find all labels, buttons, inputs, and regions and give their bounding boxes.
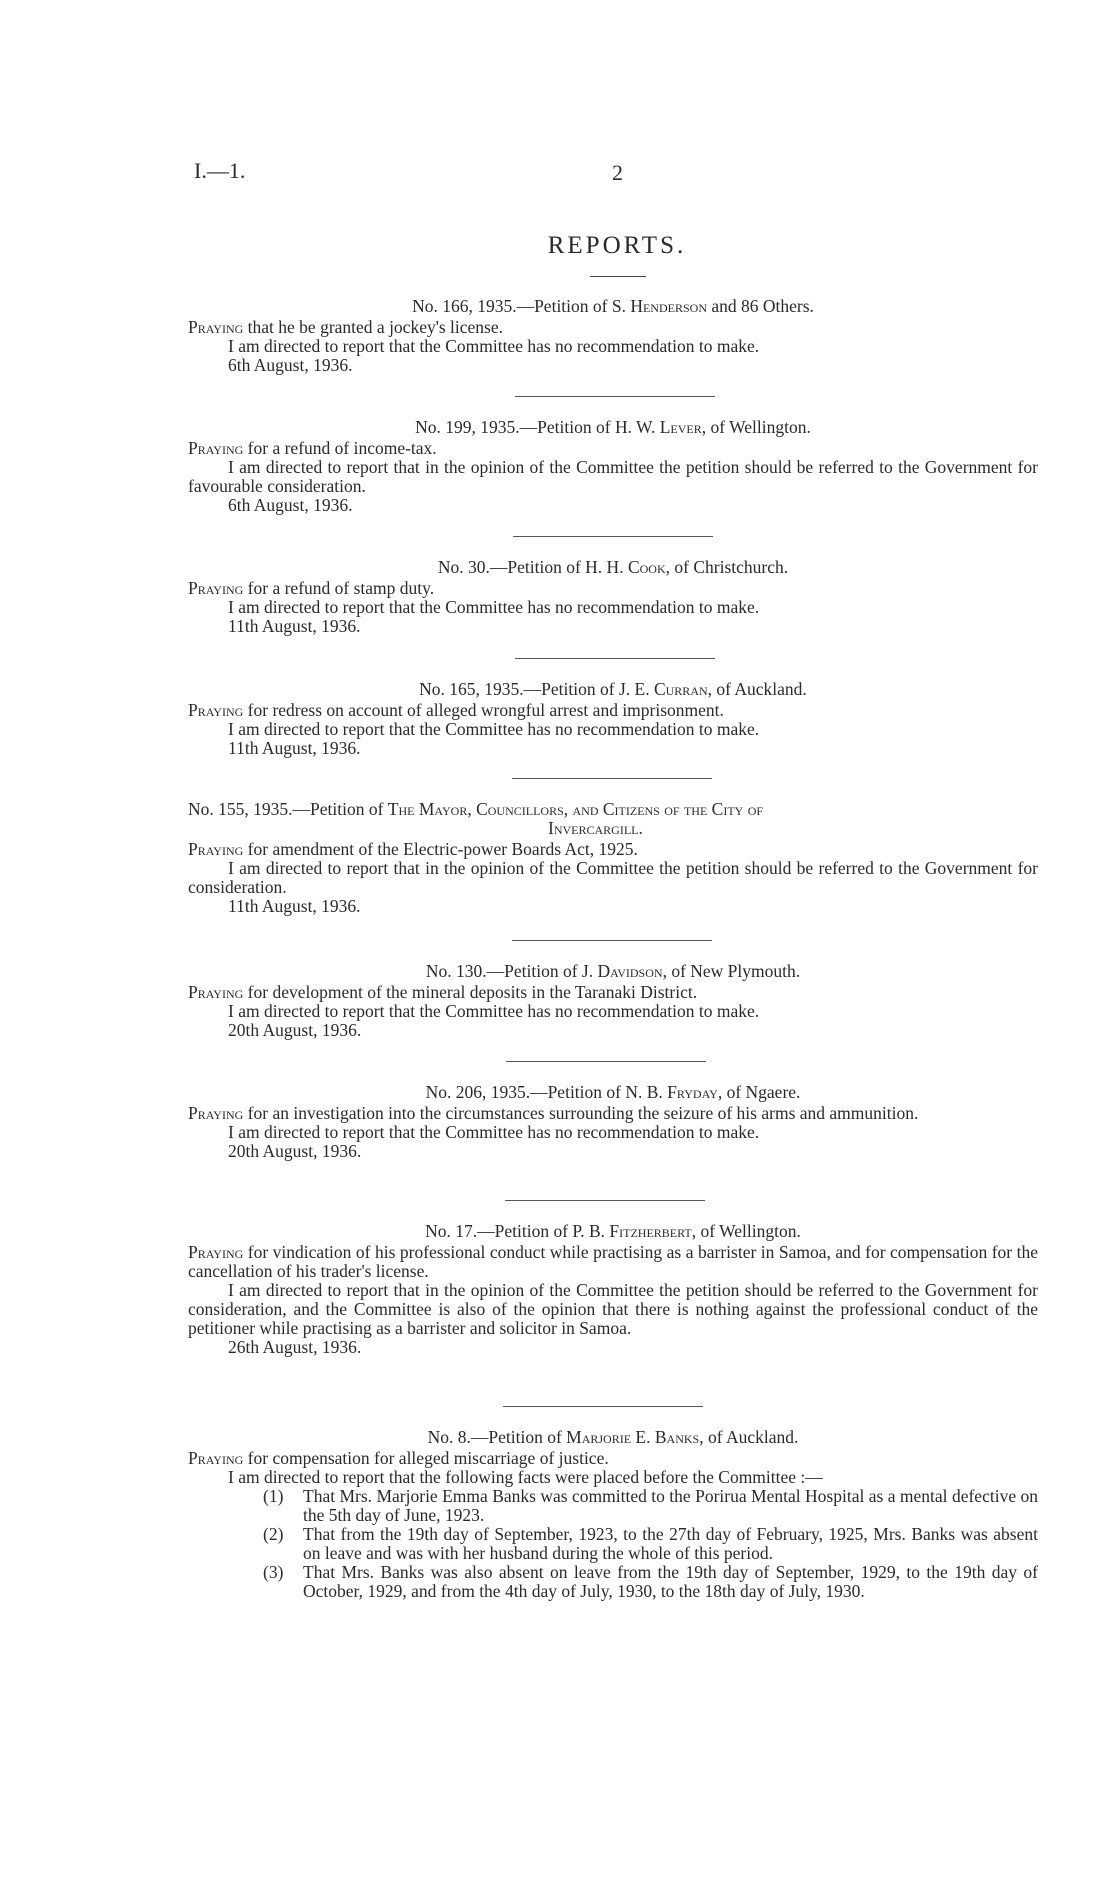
petition-report: I am directed to report that in the opinion of the Committee the petition should be referred to the Government for favourable consideration. bbox=[188, 457, 1038, 496]
petition-heading: No. 30.—Petition of H. H. Cook, of Christchurch. bbox=[437, 557, 789, 577]
petition-heading: No. 130.—Petition of J. Davidson, of New Plymouth. bbox=[425, 961, 801, 981]
title-rule bbox=[590, 276, 646, 277]
petition-155 bbox=[188, 800, 1038, 916]
petition-17 bbox=[188, 1222, 1038, 1357]
petition-date: 11th August, 1936. bbox=[228, 738, 361, 758]
petition-date: 6th August, 1936. bbox=[228, 355, 353, 375]
petition-report: I am directed to report that the Committee has no recommendation to make. bbox=[228, 719, 760, 739]
petition-heading: No. 199, 1935.—Petition of H. W. Lever, of Wellington. bbox=[415, 417, 811, 437]
petition-166 bbox=[188, 297, 1038, 375]
fact-text: That Mrs. Banks was also absent on leave from the 19th day of September, 1929, to the 19th day of October, 1929, and from the 4th day of July, 1930, to the 18th day of July, 1930. bbox=[303, 1562, 1038, 1601]
petition-report: I am directed to report that in the opinion of the Committee the petition should be referred to the Government for consideration, and the Committee is also of the opinion that there is nothing against the professional conduct of the petitioner while practising as a barrister and solicitor in Samoa. bbox=[188, 1280, 1038, 1338]
petition-206 bbox=[188, 1083, 1038, 1161]
petition-date: 11th August, 1936. bbox=[228, 896, 361, 916]
divider-rule bbox=[515, 658, 715, 659]
petition-prayer: Praying for compensation for alleged miscarriage of justice. bbox=[188, 1448, 609, 1468]
petition-date: 6th August, 1936. bbox=[228, 495, 353, 515]
petition-30 bbox=[188, 558, 1038, 636]
petition-165 bbox=[188, 680, 1038, 758]
petition-prayer: Praying for a refund of income-tax. bbox=[188, 438, 437, 458]
divider-rule bbox=[513, 536, 713, 537]
facts-list bbox=[263, 1487, 1038, 1601]
fact-text: That from the 19th day of September, 1923, to the 27th day of February, 1925, Mrs. Banks was absent on leave and was with her husband during the whole of this period. bbox=[303, 1524, 1038, 1563]
petition-report: I am directed to report that the Committee has no recommendation to make. bbox=[228, 597, 760, 617]
petition-prayer: Praying for redress on account of alleged wrongful arrest and imprisonment. bbox=[188, 700, 724, 720]
petition-report: I am directed to report that the following facts were placed before the Committee :— bbox=[228, 1467, 823, 1487]
petition-heading: No. 206, 1935.—Petition of N. B. Fryday, of Ngaere. bbox=[425, 1082, 801, 1102]
petition-heading: No. 8.—Petition of Marjorie E. Banks, of Auckland. bbox=[427, 1427, 799, 1447]
petition-report: I am directed to report that the Committee has no recommendation to make. bbox=[228, 1122, 760, 1142]
petition-report: I am directed to report that the Committee has no recommendation to make. bbox=[228, 1001, 760, 1021]
petition-prayer: Praying for an investigation into the circumstances surrounding the seizure of his arms and ammunition. bbox=[188, 1103, 919, 1123]
fact-number: (2) bbox=[263, 1524, 284, 1544]
petition-prayer: Praying that he be granted a jockey's license. bbox=[188, 317, 504, 337]
document-reference: I.—1. bbox=[194, 158, 246, 183]
petition-date: 20th August, 1936. bbox=[228, 1020, 362, 1040]
divider-rule bbox=[505, 1200, 705, 1201]
petition-heading: No. 166, 1935.—Petition of S. Henderson and 86 Others. bbox=[412, 296, 814, 316]
petition-date: 20th August, 1936. bbox=[228, 1141, 362, 1161]
petition-date: 11th August, 1936. bbox=[228, 616, 361, 636]
petition-heading: No. 155, 1935.—Petition of The Mayor, Councillors, and Citizens of the City of Invercargill. bbox=[188, 799, 764, 838]
petition-date: 26th August, 1936. bbox=[228, 1337, 362, 1357]
divider-rule bbox=[506, 1061, 706, 1062]
petition-report: I am directed to report that in the opinion of the Committee the petition should be referred to the Government for consideration. bbox=[188, 858, 1038, 897]
petition-heading: No. 165, 1935.—Petition of J. E. Curran, of Auckland. bbox=[419, 679, 807, 699]
fact-text: That Mrs. Marjorie Emma Banks was committed to the Porirua Mental Hospital as a mental defective on the 5th day of June, 1923. bbox=[303, 1486, 1038, 1525]
petition-8 bbox=[188, 1428, 1038, 1601]
section-title: REPORTS. bbox=[547, 232, 687, 259]
fact-number: (3) bbox=[263, 1562, 284, 1582]
fact-item bbox=[263, 1487, 1038, 1525]
page-number: 2 bbox=[612, 160, 623, 185]
divider-rule bbox=[512, 940, 712, 941]
petition-prayer: Praying for development of the mineral deposits in the Taranaki District. bbox=[188, 982, 698, 1002]
petition-199 bbox=[188, 418, 1038, 515]
divider-rule bbox=[512, 778, 712, 779]
petition-prayer: Praying for amendment of the Electric-power Boards Act, 1925. bbox=[188, 839, 638, 859]
petition-prayer: Praying for vindication of his professional conduct while practising as a barrister in Samoa, and for compensation for the cancellation of his trader's license. bbox=[188, 1242, 1038, 1281]
divider-rule bbox=[515, 396, 715, 397]
petition-prayer: Praying for a refund of stamp duty. bbox=[188, 578, 435, 598]
petition-report: I am directed to report that the Committee has no recommendation to make. bbox=[228, 336, 760, 356]
petition-130 bbox=[188, 962, 1038, 1040]
fact-number: (1) bbox=[263, 1486, 284, 1506]
divider-rule bbox=[503, 1406, 703, 1407]
petition-heading: No. 17.—Petition of P. B. Fitzherbert, of Wellington. bbox=[425, 1221, 801, 1241]
fact-item bbox=[263, 1563, 1038, 1601]
fact-item bbox=[263, 1525, 1038, 1563]
